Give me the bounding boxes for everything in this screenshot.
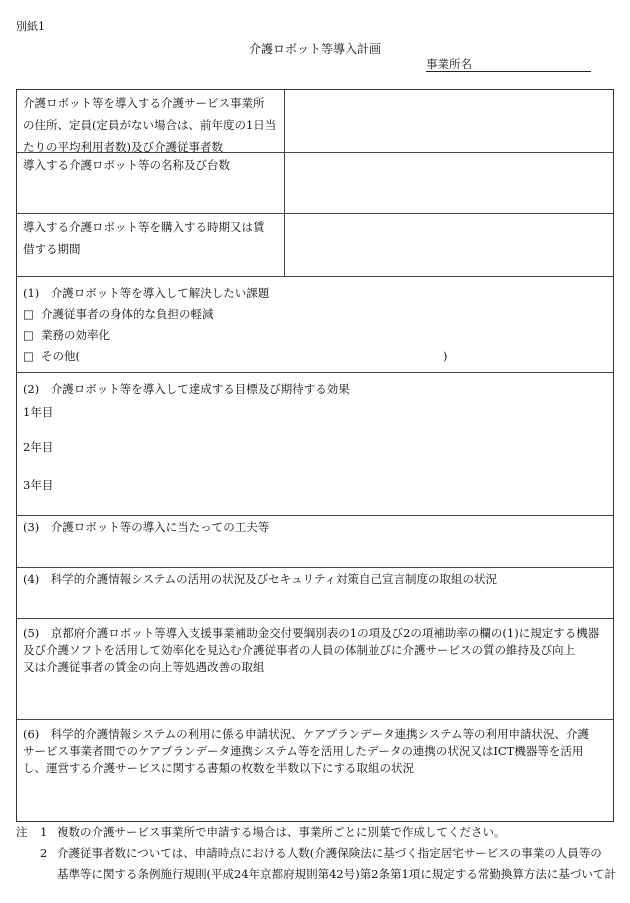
row-divider xyxy=(17,152,613,153)
office-name-field[interactable] xyxy=(426,56,591,72)
section-6 xyxy=(23,726,605,777)
row-divider xyxy=(17,276,613,277)
note-1-number: 1 xyxy=(40,825,48,839)
label-line: の住所、定員(定員がない場合は、前年度の1日当 xyxy=(23,118,277,132)
row-divider xyxy=(17,567,613,568)
section-5-line: 及び介護ソフトを活用して効率化を見込む介護従事者の人員の体制並びに介護サービスの質の維持及び向上 xyxy=(23,643,575,657)
checkbox-row[interactable] xyxy=(23,325,605,346)
checkbox-label: その他( xyxy=(41,349,80,363)
plan-table xyxy=(16,89,614,822)
row-divider xyxy=(17,213,613,214)
label-line: たりの平均利用者数)及び介護従事者数 xyxy=(23,140,223,154)
checkbox-label: 介護従事者の身体的な負担の軽減 xyxy=(41,307,214,321)
section-5-line: 又は介護従事者の賃金の向上等処遇改善の取組 xyxy=(23,660,265,674)
row-divider xyxy=(17,372,613,373)
label-line: 介護ロボット等を導入する介護サービス事業所 xyxy=(23,96,265,110)
row-divider xyxy=(17,719,613,720)
checkbox[interactable]: □ xyxy=(23,307,34,321)
checkbox-label: 業務の効率化 xyxy=(41,328,110,342)
section-6-line: (6) 科学的介護情報システムの利用に係る申請状況、ケアプランデータ連携システム等の利用申請状況、介護 xyxy=(23,727,589,741)
document-title: 介護ロボット等導入計画 xyxy=(248,42,381,56)
section-3-title: (3) 介護ロボット等の導入に当たっての工夫等 xyxy=(23,520,270,534)
section-1-title: (1) 介護ロボット等を導入して解決したい課題 xyxy=(23,286,270,300)
section-2 xyxy=(23,379,605,400)
checkbox-row[interactable] xyxy=(23,304,605,325)
year-1-label: 1年目 xyxy=(23,405,54,419)
section-5 xyxy=(23,625,605,676)
note-2-line-2: 基準等に関する条例施行規則(平成24年京都府規則第42号)第2条第1項に規定する常勤換算方法に基づいて計 xyxy=(57,867,616,881)
note-2-line-1: 介護従事者数については、申請時点における人数(介護保険法に基づく指定居宅サービスの事業の人員等の xyxy=(57,846,602,860)
document-id: 別紙1 xyxy=(16,20,45,33)
other-close-paren: ) xyxy=(443,349,448,363)
row-robot-name-label xyxy=(23,154,281,176)
section-6-line: サービス事業者間でのケアプランデータ連携システム等を活用したデータの連携の状況又はICT機器等を活用 xyxy=(23,744,584,758)
office-name-label: 事業所名 xyxy=(426,57,472,71)
checkbox[interactable]: □ xyxy=(23,328,34,342)
row-address-label xyxy=(23,92,281,158)
label-line: 導入する介護ロボット等を購入する時期又は賃 xyxy=(23,220,265,234)
row-divider xyxy=(17,515,613,516)
section-5-line: (5) 京都府介護ロボット等導入支援事業補助金交付要綱別表の1の項及び2の項補助率の欄の(1)に規定する機器 xyxy=(23,626,600,640)
note-label: 注 xyxy=(16,825,28,839)
section-4-title: (4) 科学的介護情報システムの活用の状況及びセキュリティ対策自己宣言制度の取組の状況 xyxy=(23,572,497,586)
note-1-text: 複数の介護サービス事業所で申請する場合は、事業所ごとに別葉で作成してください。 xyxy=(57,825,506,839)
year-2-label: 2年目 xyxy=(23,440,54,454)
checkbox-row[interactable] xyxy=(23,346,605,367)
year-3-label: 3年目 xyxy=(23,478,54,492)
label-line: 借する期間 xyxy=(23,242,81,256)
section-6-line: し、運営する介護サービスに関する書類の枚数を半数以下にする取組の状況 xyxy=(23,761,414,775)
note-2-number: 2 xyxy=(40,846,48,860)
section-2-title: (2) 介護ロボット等を導入して達成する目標及び期待する効果 xyxy=(23,382,350,396)
section-1 xyxy=(23,283,605,367)
checkbox[interactable]: □ xyxy=(23,349,34,363)
column-divider xyxy=(284,90,285,276)
label-line: 導入する介護ロボット等の名称及び台数 xyxy=(23,158,230,172)
row-divider xyxy=(17,618,613,619)
row-period-label xyxy=(23,216,281,260)
